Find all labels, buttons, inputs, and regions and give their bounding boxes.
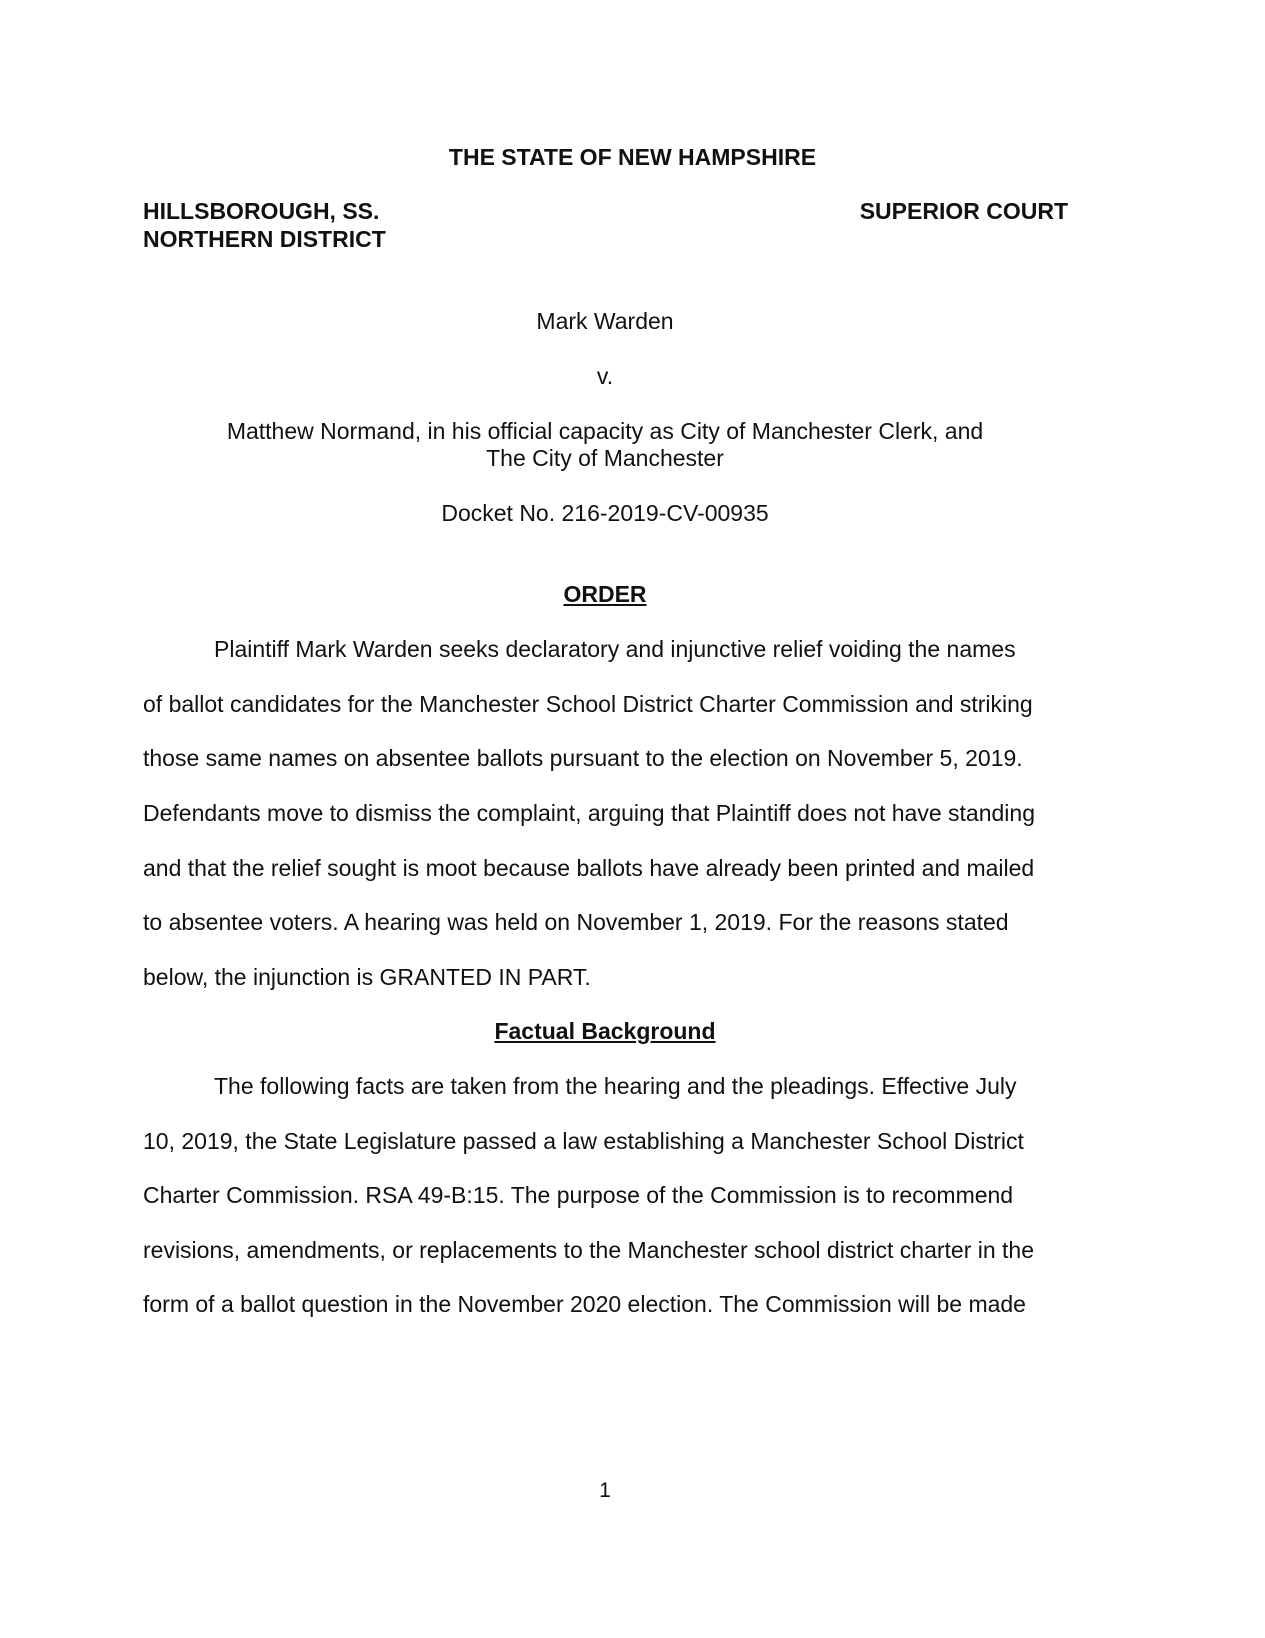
docket-number: Docket No. 216-2019-CV-00935 xyxy=(441,500,769,526)
order-line: of ballot candidates for the Manchester School District Charter Commission and striking xyxy=(143,691,1033,717)
order-line: Plaintiff Mark Warden seeks declaratory and injunctive relief voiding the names xyxy=(214,636,1016,662)
court-label: SUPERIOR COURT xyxy=(859,198,1068,224)
order-line: those same names on absentee ballots pursuant to the election on November 5, 2019. xyxy=(143,745,1023,771)
order-line: and that the relief sought is moot because ballots have already been printed and mailed xyxy=(143,855,1035,881)
background-line: The following facts are taken from the hearing and the pleadings. Effective July xyxy=(214,1073,1017,1099)
defendant-line-2: The City of Manchester xyxy=(486,445,724,471)
district-label: NORTHERN DISTRICT xyxy=(143,226,386,252)
page-number: 1 xyxy=(599,1479,611,1502)
background-line: form of a ballot question in the November 2020 election. The Commission will be made xyxy=(143,1291,1026,1317)
versus: v. xyxy=(596,363,614,389)
background-line: 10, 2019, the State Legislature passed a law establishing a Manchester School District xyxy=(143,1128,1024,1154)
background-line: revisions, amendments, or replacements to the Manchester school district charter in the xyxy=(143,1237,1035,1263)
order-line: below, the injunction is GRANTED IN PART. xyxy=(143,964,591,990)
county-label: HILLSBOROUGH, SS. xyxy=(143,198,380,224)
order-line: Defendants move to dismiss the complaint, arguing that Plaintiff does not have standing xyxy=(143,800,1035,826)
order-line: to absentee voters. A hearing was held on November 1, 2019. For the reasons stated xyxy=(143,909,1009,935)
background-line: Charter Commission. RSA 49-B:15. The purpose of the Commission is to recommend xyxy=(143,1182,1014,1208)
plaintiff-name: Mark Warden xyxy=(536,308,674,334)
background-heading: Factual Background xyxy=(494,1018,716,1044)
defendant-line-1: Matthew Normand, in his official capacity as City of Manchester Clerk, and xyxy=(226,418,984,444)
order-heading: ORDER xyxy=(563,581,647,607)
state-title: THE STATE OF NEW HAMPSHIRE xyxy=(448,144,817,170)
